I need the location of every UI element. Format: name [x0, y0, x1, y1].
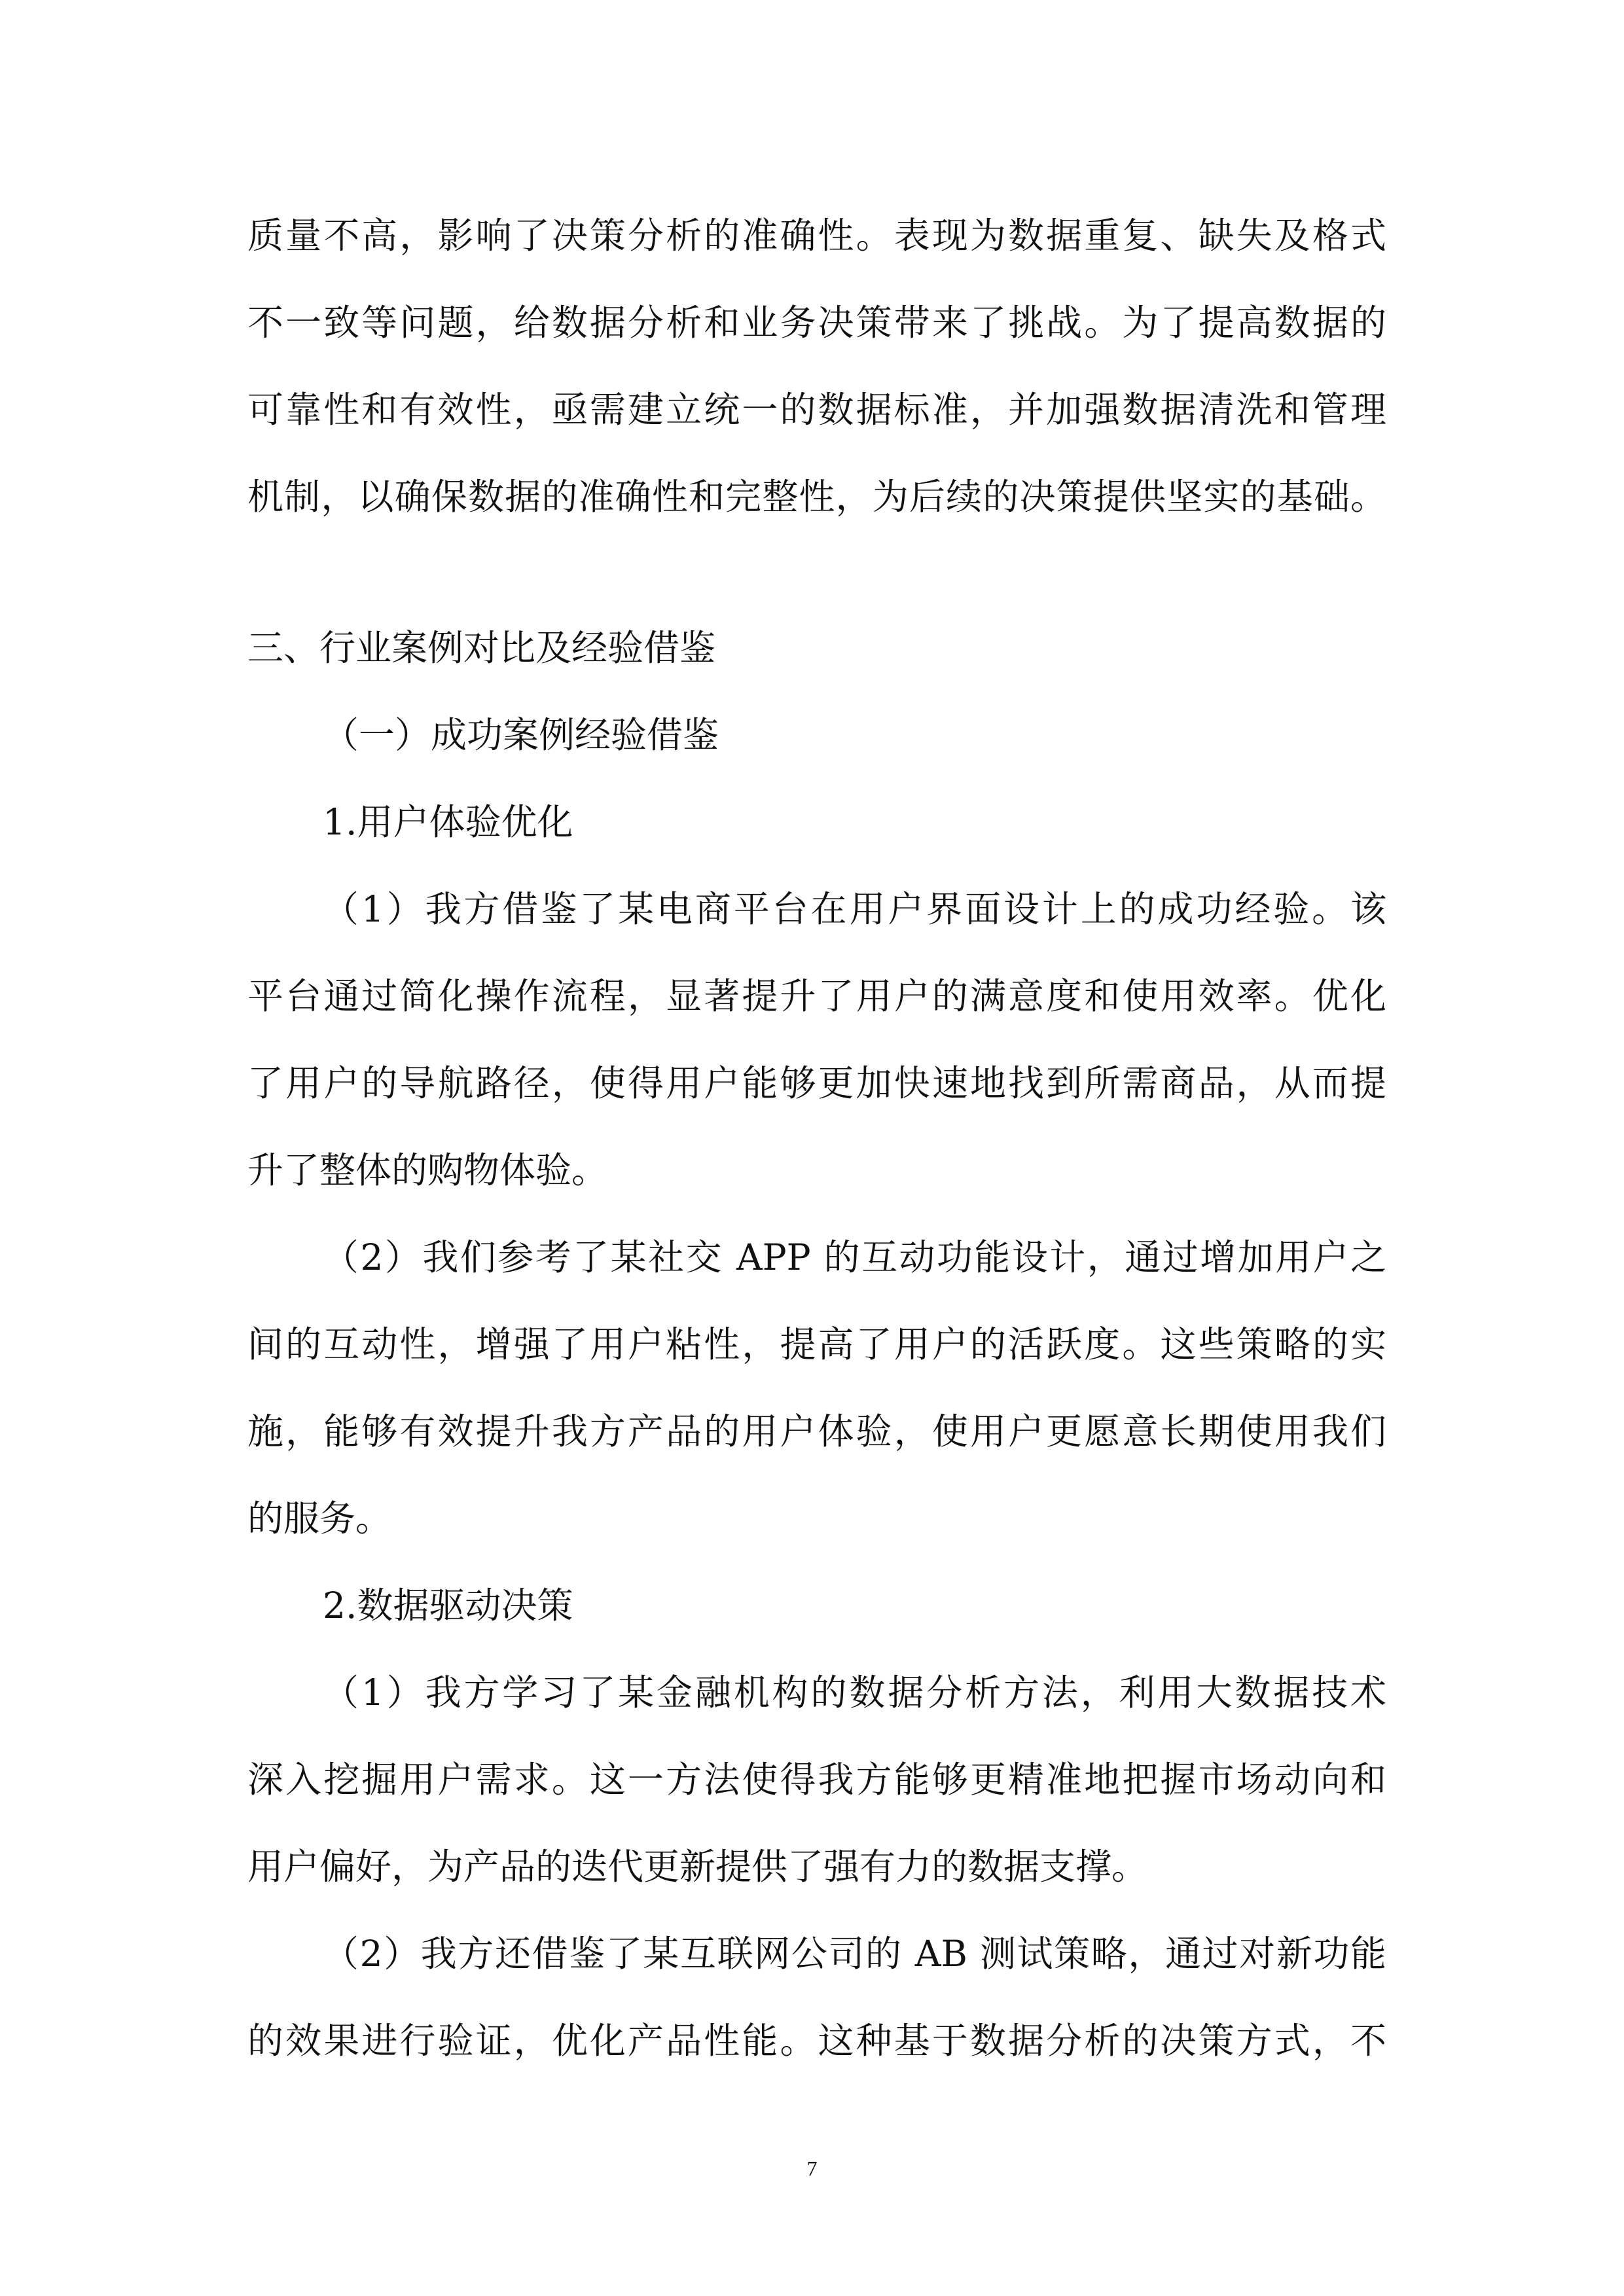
item1-para1-line-3: 了用户的导航路径，使得用户能够更加快速地找到所需商品，从而提 [247, 1062, 1386, 1104]
item1-heading: 1.用户体验优化 [323, 801, 573, 843]
item1-para2-line-4: 的服务。 [247, 1498, 392, 1539]
intro-line-1: 质量不高，影响了决策分析的准确性。表现为数据重复、缺失及格式 [247, 215, 1386, 257]
item1-para1-line-4: 升了整体的购物体验。 [247, 1149, 608, 1191]
intro-line-4: 机制，以确保数据的准确性和完整性，为后续的决策提供坚实的基础。 [247, 476, 1386, 518]
item1-para2-line-2: 间的互动性，增强了用户粘性，提高了用户的活跃度。这些策略的实 [247, 1323, 1386, 1365]
subsection-heading: （一）成功案例经验借鉴 [323, 714, 719, 756]
section-heading: 三、行业案例对比及经验借鉴 [247, 627, 716, 669]
item1-para1-line-1: （1）我方借鉴了某电商平台在用户界面设计上的成功经验。该 [323, 888, 1386, 930]
item1-para2-line-1: （2）我们参考了某社交 APP 的互动功能设计，通过增加用户之 [323, 1236, 1386, 1278]
item2-para2-line-1: （2）我方还借鉴了某互联网公司的 AB 测试策略，通过对新功能 [323, 1933, 1386, 1975]
page-number: 7 [806, 2157, 818, 2180]
item2-para1-line-2: 深入挖掘用户需求。这一方法使得我方能够更精准地把握市场动向和 [247, 1759, 1386, 1801]
intro-line-2: 不一致等问题，给数据分析和业务决策带来了挑战。为了提高数据的 [247, 302, 1386, 344]
item2-heading: 2.数据驱动决策 [323, 1585, 573, 1626]
item2-para1-line-3: 用户偏好，为产品的迭代更新提供了强有力的数据支撑。 [247, 1846, 1148, 1888]
intro-line-3: 可靠性和有效性，亟需建立统一的数据标准，并加强数据清洗和管理 [247, 389, 1386, 431]
item2-para1-line-1: （1）我方学习了某金融机构的数据分析方法，利用大数据技术 [323, 1672, 1386, 1713]
item1-para2-line-3: 施，能够有效提升我方产品的用户体验，使用户更愿意长期使用我们 [247, 1410, 1386, 1452]
item1-para1-line-2: 平台通过简化操作流程，显著提升了用户的满意度和使用效率。优化 [247, 975, 1386, 1017]
item2-para2-line-2: 的效果进行验证，优化产品性能。这种基于数据分析的决策方式，不 [247, 2020, 1386, 2062]
